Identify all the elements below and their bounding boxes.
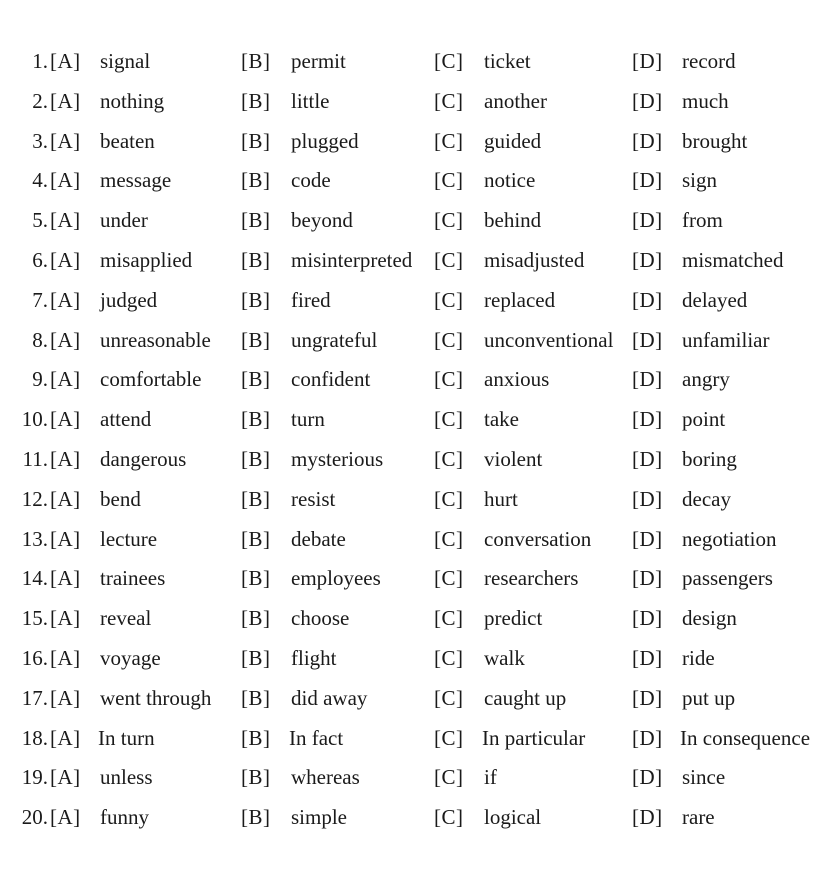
option-text: In turn [98,725,155,750]
option-letter: [D] [632,168,663,193]
question-row [0,440,840,480]
option-a [50,599,151,639]
question-number: 1. [32,49,48,73]
option-text: bend [100,486,141,511]
option-c [434,639,525,679]
option-text: went through [100,685,212,710]
option-letter: [D] [632,327,663,352]
option-letter: [C] [434,645,464,670]
option-b [241,798,347,838]
option-b [241,161,331,201]
option-b [241,201,353,241]
option-d [632,440,737,480]
option-text: decay [682,486,731,511]
option-a [50,360,201,400]
question-row [0,161,840,201]
option-text: beyond [291,208,353,233]
option-text: choose [291,606,350,631]
option-letter: [B] [241,566,271,591]
option-text: message [100,168,172,193]
option-text: funny [100,805,149,830]
option-d [632,559,773,599]
option-d [632,599,737,639]
option-text: misinterpreted [291,247,413,272]
option-letter: [C] [434,407,464,432]
option-b [241,400,325,440]
question-row [0,798,840,838]
option-letter: [D] [632,287,663,312]
option-text: dangerous [100,446,187,471]
option-d [632,161,717,201]
option-text: flight [291,645,337,670]
option-text: record [682,49,736,73]
option-c [434,42,531,82]
question-row [0,520,840,560]
option-text: resist [291,486,336,511]
option-letter: [B] [241,407,271,432]
option-c [434,520,591,560]
option-a [50,42,150,82]
option-letter: [D] [632,526,663,551]
question-row [0,480,840,520]
option-text: little [291,88,330,113]
option-text: In fact [289,725,344,750]
option-letter: [D] [632,208,663,233]
question-row [0,241,840,281]
question-number: 18. [21,725,48,750]
option-c [434,480,518,520]
option-d [632,679,735,719]
option-text: ride [682,645,715,670]
option-a [50,321,211,361]
question-number: 6. [32,247,48,272]
option-text: anxious [484,367,550,392]
option-letter: [A] [50,566,81,591]
option-text: unless [100,765,153,790]
option-d [632,520,776,560]
option-letter: [A] [50,685,81,710]
option-c [434,599,542,639]
option-letter: [B] [241,49,271,73]
option-text: angry [682,367,730,392]
question-number: 3. [32,128,48,153]
option-a [50,201,148,241]
option-letter: [B] [241,367,271,392]
option-d [632,201,723,241]
option-text: nothing [100,88,165,113]
question-number: 12. [21,486,48,511]
option-text: reveal [100,606,152,631]
question-number: 13. [21,526,48,551]
option-letter: [D] [632,407,663,432]
option-b [241,559,381,599]
option-letter: [C] [434,566,464,591]
option-b [241,122,359,162]
option-c [434,161,535,201]
option-letter: [D] [632,446,663,471]
option-letter: [A] [50,765,81,790]
option-letter: [D] [632,49,663,73]
option-c [434,440,542,480]
option-text: permit [291,49,346,73]
option-text: signal [100,49,151,73]
question-number: 5. [32,208,48,233]
option-a [50,639,161,679]
option-a [50,82,164,122]
option-text: violent [484,446,543,471]
option-text: since [682,765,726,790]
option-b [241,321,377,361]
option-d [632,480,731,520]
option-letter: [A] [50,128,81,153]
question-number: 17. [21,685,48,710]
question-number: 15. [21,606,48,631]
option-d [632,758,725,798]
option-b [241,42,346,82]
question-row [0,400,840,440]
option-text: In consequence [680,725,811,750]
question-row [0,201,840,241]
option-text: brought [682,128,748,153]
option-letter: [B] [241,725,271,750]
option-a [50,520,157,560]
option-letter: [A] [50,645,81,670]
option-a [50,758,153,798]
option-text: misapplied [100,247,193,272]
option-text: In particular [482,725,586,750]
option-b [241,281,331,321]
option-letter: [B] [241,765,271,790]
option-c [434,559,578,599]
question-number: 10. [21,407,48,432]
option-letter: [B] [241,88,271,113]
option-letter: [A] [50,486,81,511]
option-c [434,122,541,162]
option-letter: [B] [241,128,271,153]
option-b [241,440,383,480]
option-letter: [C] [434,88,464,113]
option-letter: [B] [241,805,271,830]
option-letter: [C] [434,49,464,73]
option-b [241,520,346,560]
option-letter: [A] [50,367,81,392]
option-text: lecture [100,526,158,551]
option-letter: [C] [434,805,464,830]
question-number: 19. [21,765,48,790]
option-text: voyage [100,645,161,670]
option-text: delayed [682,287,748,312]
option-text: another [484,88,547,113]
option-b [241,719,343,759]
question-number: 14. [21,566,48,591]
option-a [50,559,165,599]
question-number: 8. [32,327,48,352]
option-text: mismatched [682,247,784,272]
option-text: debate [291,526,346,551]
option-a [50,480,141,520]
option-letter: [A] [50,88,81,113]
question-row [0,639,840,679]
option-b [241,480,335,520]
option-letter: [B] [241,486,271,511]
question-number: 9. [32,367,48,392]
option-d [632,400,725,440]
option-letter: [C] [434,367,464,392]
question-row [0,679,840,719]
option-text: employees [291,566,381,591]
option-letter: [A] [50,526,81,551]
option-letter: [C] [434,168,464,193]
option-text: predict [484,606,543,631]
option-letter: [B] [241,287,271,312]
option-text: mysterious [291,446,384,471]
option-text: sign [682,168,718,193]
option-c [434,400,519,440]
option-letter: [C] [434,327,464,352]
option-a [50,281,157,321]
question-number: 2. [32,88,48,113]
option-text: passengers [682,566,773,591]
option-text: trainees [100,566,166,591]
option-letter: [D] [632,805,663,830]
option-b [241,82,330,122]
option-text: negotiation [682,526,777,551]
option-text: point [682,407,726,432]
option-a [50,798,149,838]
question-row [0,122,840,162]
option-c [434,201,541,241]
option-text: whereas [291,765,360,790]
option-d [632,360,730,400]
option-a [50,400,151,440]
option-letter: [A] [50,407,81,432]
option-a [50,161,171,201]
option-letter: [D] [632,247,663,272]
option-d [632,719,810,759]
option-text: under [100,208,148,233]
option-letter: [D] [632,606,663,631]
option-d [632,281,747,321]
option-c [434,360,549,400]
option-d [632,42,736,82]
question-number: 16. [21,645,48,670]
option-text: simple [291,805,347,830]
option-letter: [D] [632,88,663,113]
question-row [0,281,840,321]
option-letter: [B] [241,168,271,193]
question-row [0,719,840,759]
option-letter: [C] [434,606,464,631]
option-text: misadjusted [484,247,585,272]
option-text: behind [484,208,542,233]
option-letter: [A] [50,606,81,631]
option-letter: [B] [241,327,271,352]
option-letter: [A] [50,805,81,830]
option-text: code [291,168,331,193]
option-c [434,798,541,838]
question-row [0,559,840,599]
option-letter: [A] [50,287,81,312]
option-d [632,241,783,281]
option-letter: [D] [632,367,663,392]
option-text: ungrateful [291,327,378,352]
question-row [0,360,840,400]
option-d [632,321,769,361]
option-letter: [A] [50,208,81,233]
option-text: comfortable [100,367,202,392]
question-row [0,42,840,82]
option-letter: [C] [434,526,464,551]
question-number: 4. [32,168,48,193]
option-letter: [C] [434,128,464,153]
option-text: attend [100,407,152,432]
option-letter: [B] [241,685,271,710]
option-b [241,599,349,639]
option-text: unreasonable [100,327,211,352]
option-letter: [C] [434,725,464,750]
option-letter: [A] [50,247,81,272]
option-letter: [C] [434,446,464,471]
option-a [50,241,192,281]
option-letter: [C] [434,486,464,511]
option-c [434,321,613,361]
option-text: caught up [484,685,567,710]
option-text: unfamiliar [682,327,770,352]
option-letter: [B] [241,526,271,551]
option-b [241,679,367,719]
option-letter: [C] [434,765,464,790]
option-letter: [C] [434,247,464,272]
option-c [434,719,585,759]
option-text: walk [484,645,525,670]
option-letter: [B] [241,606,271,631]
option-letter: [A] [50,725,81,750]
option-letter: [D] [632,685,663,710]
question-number: 11. [22,446,48,471]
option-text: if [484,765,497,790]
option-d [632,798,715,838]
question-number: 20. [21,805,48,830]
option-letter: [D] [632,566,663,591]
question-row [0,321,840,361]
option-d [632,639,715,679]
question-row [0,599,840,639]
option-text: put up [682,685,736,710]
option-text: rare [682,805,715,830]
option-letter: [B] [241,208,271,233]
option-letter: [C] [434,208,464,233]
question-row [0,82,840,122]
option-a [50,719,155,759]
option-text: did away [291,685,368,710]
option-letter: [D] [632,128,663,153]
option-text: conversation [484,526,592,551]
option-text: judged [100,287,158,312]
option-text: notice [484,168,536,193]
option-letter: [D] [632,765,663,790]
option-text: from [682,208,723,233]
option-text: take [484,407,519,432]
option-letter: [A] [50,327,81,352]
option-letter: [C] [434,287,464,312]
option-letter: [D] [632,486,663,511]
option-b [241,758,360,798]
option-text: much [682,88,729,113]
option-d [632,82,729,122]
option-letter: [C] [434,685,464,710]
option-c [434,281,555,321]
option-c [434,241,584,281]
option-d [632,122,747,162]
option-c [434,82,547,122]
option-c [434,679,566,719]
option-text: confident [291,367,371,392]
option-letter: [B] [241,645,271,670]
option-text: plugged [291,128,359,153]
option-letter: [D] [632,725,663,750]
option-text: replaced [484,287,556,312]
option-b [241,360,370,400]
option-letter: [D] [632,645,663,670]
option-text: researchers [484,566,579,591]
option-letter: [B] [241,247,271,272]
option-text: turn [291,407,325,432]
option-text: logical [484,805,542,830]
option-text: design [682,606,737,631]
question-row [0,758,840,798]
option-letter: [B] [241,446,271,471]
option-text: beaten [100,128,155,153]
option-text: fired [291,287,331,312]
option-b [241,639,337,679]
option-c [434,758,497,798]
option-a [50,679,211,719]
option-letter: [A] [50,49,81,73]
option-text: boring [682,446,737,471]
option-text: hurt [484,486,518,511]
option-a [50,440,186,480]
option-b [241,241,412,281]
option-letter: [A] [50,446,81,471]
option-a [50,122,155,162]
option-text: guided [484,128,542,153]
question-list [0,42,840,838]
question-number: 7. [32,287,48,312]
option-text: ticket [484,49,531,73]
option-letter: [A] [50,168,81,193]
option-text: unconventional [484,327,614,352]
